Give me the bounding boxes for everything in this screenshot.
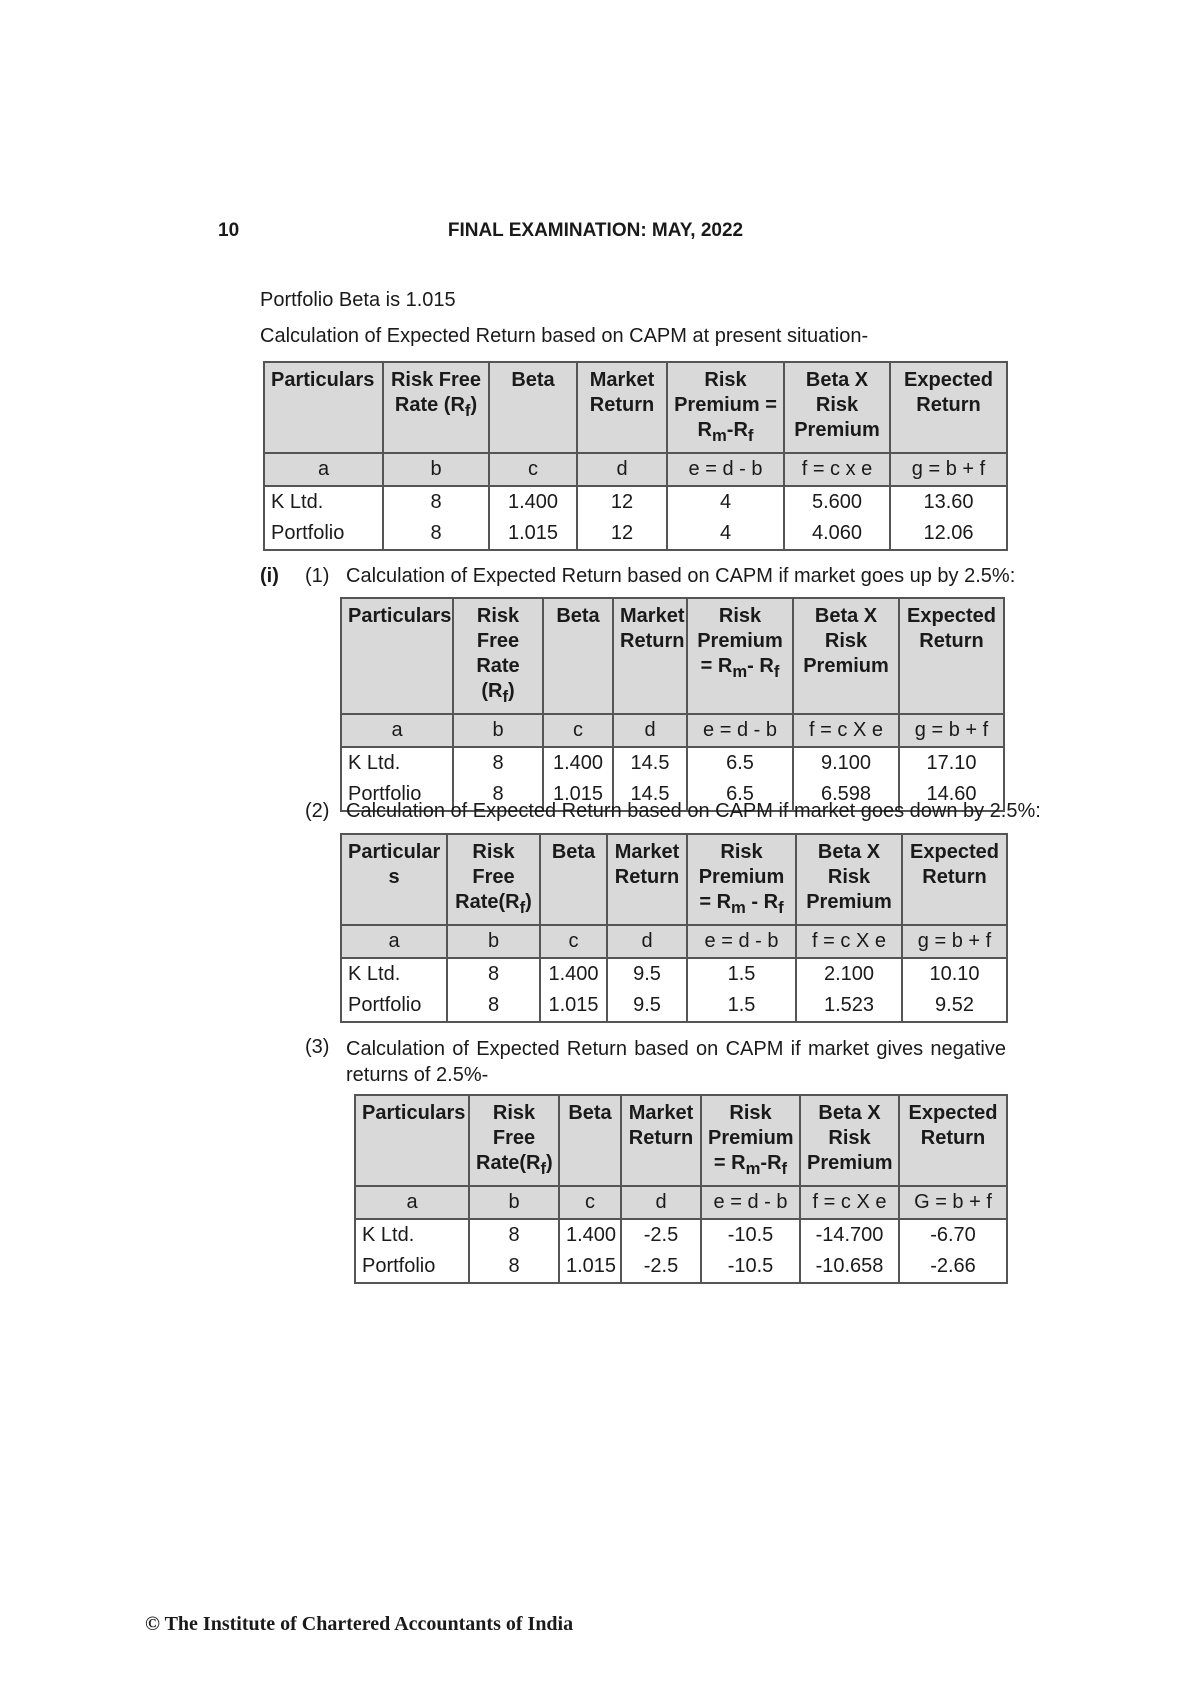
- header-cell: Risk Free $Rate(R_f)$: [469, 1095, 559, 1186]
- table-cell: 8: [447, 958, 540, 990]
- table-cell: 9.5: [607, 990, 687, 1022]
- table-cell: Portfolio: [341, 779, 453, 811]
- table-cell: K Ltd.: [355, 1219, 469, 1251]
- table-cell: Portfolio: [341, 990, 447, 1022]
- table-cell: d: [613, 714, 687, 747]
- table-row: [341, 990, 1007, 1022]
- table-cell: b: [469, 1186, 559, 1219]
- table-cell: a: [341, 925, 447, 958]
- header-cell: Market Return: [607, 834, 687, 925]
- table-cell: f = c X e: [796, 925, 902, 958]
- letter-row: [341, 714, 1004, 747]
- table-row: [355, 1251, 1007, 1283]
- item-marker: (1): [305, 565, 330, 587]
- table-cell: 1.5: [687, 958, 796, 990]
- present-table: [263, 361, 1008, 551]
- table-cell: 14.60: [899, 779, 1004, 811]
- table-cell: 1.015: [489, 518, 577, 550]
- table-cell: 9.52: [902, 990, 1007, 1022]
- header-cell: Beta: [540, 834, 607, 925]
- table-cell: a: [341, 714, 453, 747]
- table-cell: b: [453, 714, 543, 747]
- negative-table: [354, 1094, 1008, 1284]
- table-cell: b: [447, 925, 540, 958]
- table-cell: -6.70: [899, 1219, 1007, 1251]
- table-cell: 1.015: [559, 1251, 621, 1283]
- header-cell: Market Return: [621, 1095, 701, 1186]
- header-cell: Particular s: [341, 834, 447, 925]
- table-cell: b: [383, 453, 489, 486]
- table-cell: c: [559, 1186, 621, 1219]
- header-row: [264, 362, 1007, 453]
- header-row: [341, 834, 1007, 925]
- header-cell: Risk Free Rate $(R_f)$: [383, 362, 489, 453]
- table-cell: 4.060: [784, 518, 890, 550]
- header-cell: Particulars: [341, 598, 453, 714]
- table-cell: e = d - b: [687, 714, 793, 747]
- letter-row: [355, 1186, 1007, 1219]
- header-cell: Expected Return: [899, 598, 1004, 714]
- table-cell: f = c x e: [784, 453, 890, 486]
- table-cell: 8: [383, 518, 489, 550]
- header-row: [341, 598, 1004, 714]
- part-marker: (i): [260, 565, 279, 587]
- table-cell: 13.60: [890, 486, 1007, 518]
- table-cell: -10.5: [701, 1219, 800, 1251]
- table-cell: 1.400: [489, 486, 577, 518]
- table-cell: e = d - b: [687, 925, 796, 958]
- table-cell: K Ltd.: [341, 958, 447, 990]
- header-cell: Market Return: [613, 598, 687, 714]
- header-cell: Expected Return: [902, 834, 1007, 925]
- header-cell: Market Return: [577, 362, 667, 453]
- down-heading: Calculation of Expected Return based on CAPM if market goes down by 2.5%:: [346, 800, 1041, 822]
- table-cell: 6.5: [687, 747, 793, 779]
- header-cell: Beta X Risk Premium: [796, 834, 902, 925]
- table-cell: 1.5: [687, 990, 796, 1022]
- table-cell: a: [264, 453, 383, 486]
- header-cell: Beta X Risk Premium: [793, 598, 899, 714]
- table-cell: 12.06: [890, 518, 1007, 550]
- table-cell: 12: [577, 486, 667, 518]
- table-cell: -2.5: [621, 1251, 701, 1283]
- header-cell: Expected Return: [899, 1095, 1007, 1186]
- present-heading: Calculation of Expected Return based on CAPM at present situation-: [260, 325, 869, 347]
- header-cell: Particulars: [355, 1095, 469, 1186]
- table-cell: K Ltd.: [341, 747, 453, 779]
- item-marker: (3): [305, 1036, 330, 1058]
- table-cell: 8: [383, 486, 489, 518]
- table-cell: 1.400: [540, 958, 607, 990]
- table-cell: c: [489, 453, 577, 486]
- table-row: [341, 747, 1004, 779]
- table-cell: a: [355, 1186, 469, 1219]
- table-cell: f = c X e: [800, 1186, 899, 1219]
- table-cell: 1.400: [559, 1219, 621, 1251]
- table-cell: d: [621, 1186, 701, 1219]
- table-cell: d: [577, 453, 667, 486]
- table-cell: 4: [667, 486, 784, 518]
- up-heading: Calculation of Expected Return based on CAPM if market goes up by 2.5%:: [346, 565, 1016, 587]
- table-cell: -14.700: [800, 1219, 899, 1251]
- header-cell: Beta: [559, 1095, 621, 1186]
- table-cell: 1.015: [543, 779, 613, 811]
- table-cell: 14.5: [613, 747, 687, 779]
- table-row: [355, 1219, 1007, 1251]
- table-cell: -10.658: [800, 1251, 899, 1283]
- table-cell: 6.598: [793, 779, 899, 811]
- table-cell: 1.523: [796, 990, 902, 1022]
- table-cell: K Ltd.: [264, 486, 383, 518]
- table-cell: e = d - b: [701, 1186, 800, 1219]
- table-cell: 8: [469, 1251, 559, 1283]
- portfolio-beta-text: Portfolio Beta is 1.015: [260, 289, 456, 311]
- header-cell: Risk Free Rate $(R_f)$: [453, 598, 543, 714]
- table-cell: -2.66: [899, 1251, 1007, 1283]
- table-cell: g = b + f: [899, 714, 1004, 747]
- table-cell: Portfolio: [264, 518, 383, 550]
- table-cell: 12: [577, 518, 667, 550]
- table-cell: 9.100: [793, 747, 899, 779]
- table-cell: g = b + f: [902, 925, 1007, 958]
- table-cell: -10.5: [701, 1251, 800, 1283]
- header-cell: Beta X Risk Premium: [800, 1095, 899, 1186]
- item-marker: (2): [305, 800, 330, 822]
- table-cell: c: [543, 714, 613, 747]
- header-row: [355, 1095, 1007, 1186]
- table-cell: c: [540, 925, 607, 958]
- table-cell: 8: [453, 779, 543, 811]
- header-cell: Risk Premium = $R_m-R_f$: [701, 1095, 800, 1186]
- table-cell: 10.10: [902, 958, 1007, 990]
- table-cell: 5.600: [784, 486, 890, 518]
- header-cell: Particulars: [264, 362, 383, 453]
- table-cell: Portfolio: [355, 1251, 469, 1283]
- table-cell: f = c X e: [793, 714, 899, 747]
- footer-copyright: © The Institute of Chartered Accountants of India: [145, 1613, 574, 1635]
- table-cell: -2.5: [621, 1219, 701, 1251]
- table-cell: 14.5: [613, 779, 687, 811]
- table-cell: 1.400: [543, 747, 613, 779]
- header-cell: Risk Premium = $R_m - R_f$: [687, 834, 796, 925]
- header-cell: Beta X Risk Premium: [784, 362, 890, 453]
- table-cell: 8: [453, 747, 543, 779]
- table-cell: 8: [447, 990, 540, 1022]
- page-number: 10: [218, 220, 240, 241]
- header-cell: Beta: [543, 598, 613, 714]
- table-cell: g = b + f: [890, 453, 1007, 486]
- header-cell: Risk Free $Rate(R_f)$: [447, 834, 540, 925]
- page-header: FINAL EXAMINATION: MAY, 2022: [447, 220, 744, 241]
- table-cell: 6.5: [687, 779, 793, 811]
- header-cell: Beta: [489, 362, 577, 453]
- letter-row: [264, 453, 1007, 486]
- table-cell: 4: [667, 518, 784, 550]
- letter-row: [341, 925, 1007, 958]
- header-cell: Risk Premium = $R_m-$ $R_f$: [687, 598, 793, 714]
- table-cell: 8: [469, 1219, 559, 1251]
- header-cell: Expected Return: [890, 362, 1007, 453]
- header-cell: Risk Premium = $R_m-R_f$: [667, 362, 784, 453]
- table-cell: 2.100: [796, 958, 902, 990]
- negative-heading: Calculation of Expected Return based on CAPM if market gives negative returns of 2.5%-: [346, 1038, 1006, 1086]
- table-row: [341, 958, 1007, 990]
- table-row: [264, 486, 1007, 518]
- down-table: [340, 833, 1008, 1023]
- table-cell: G = b + f: [899, 1186, 1007, 1219]
- up-table: [340, 597, 1005, 812]
- table-cell: e = d - b: [667, 453, 784, 486]
- table-cell: 1.015: [540, 990, 607, 1022]
- table-cell: 17.10: [899, 747, 1004, 779]
- table-row: [264, 518, 1007, 550]
- table-cell: d: [607, 925, 687, 958]
- table-cell: 9.5: [607, 958, 687, 990]
